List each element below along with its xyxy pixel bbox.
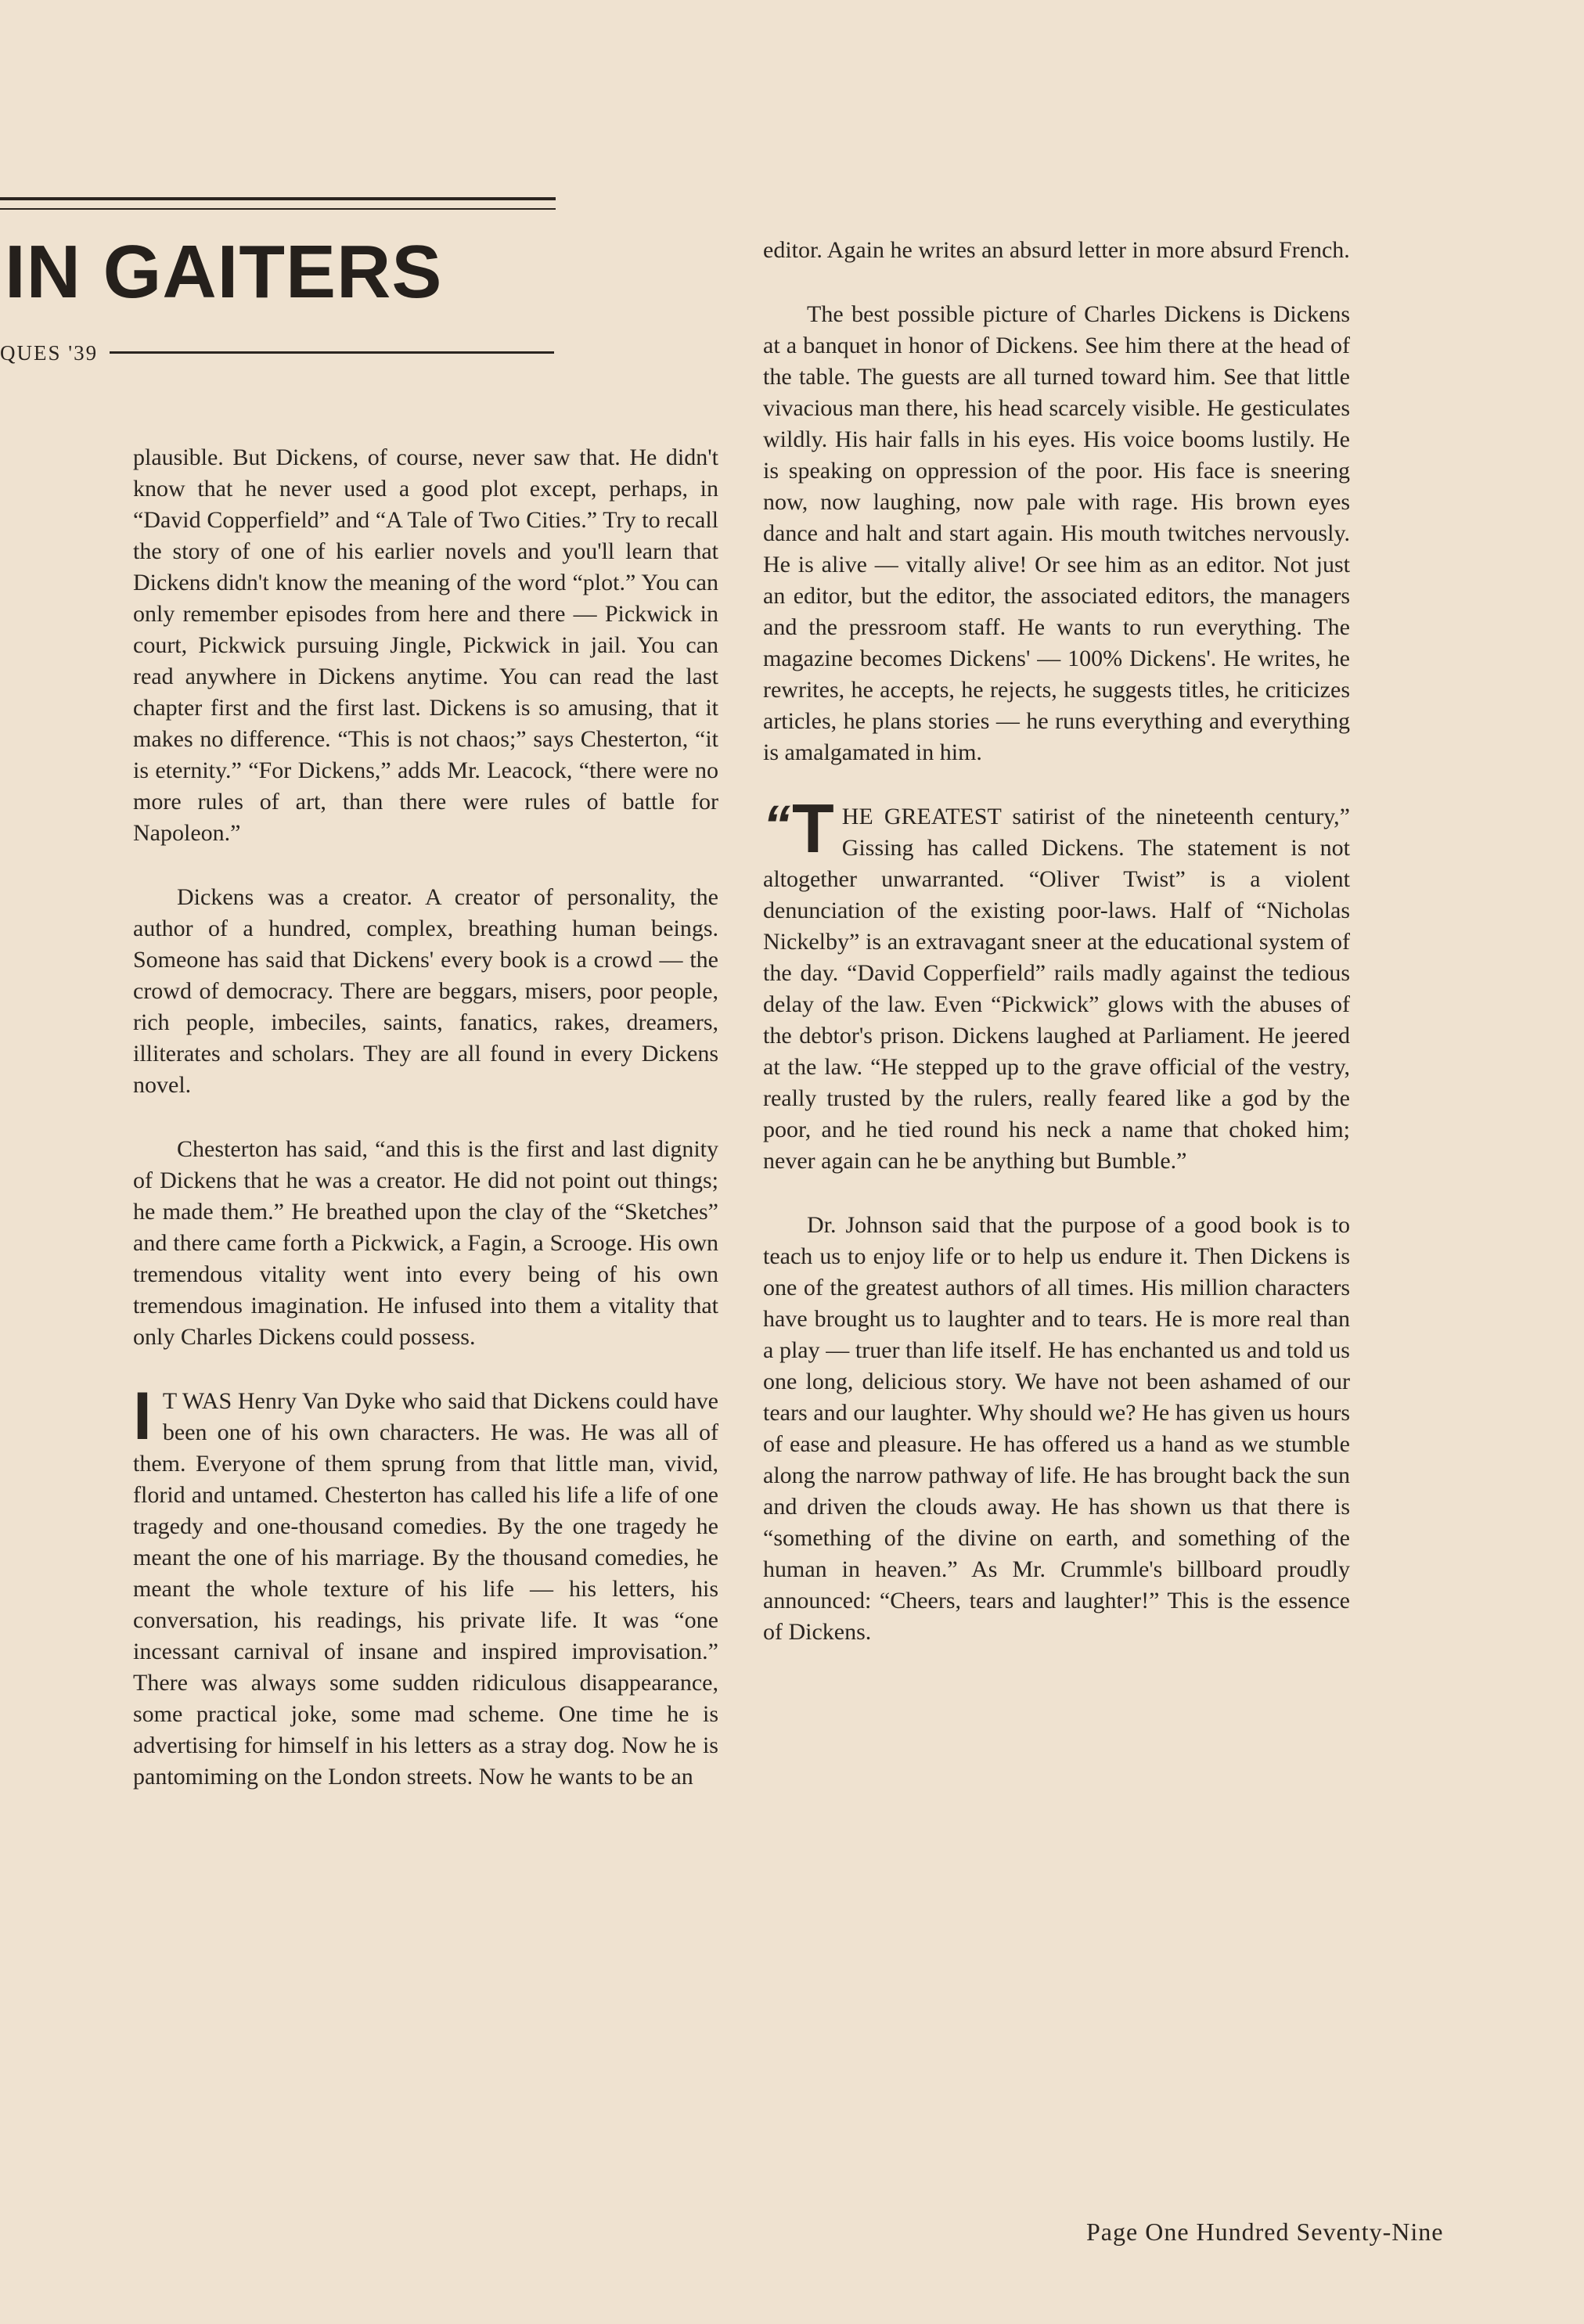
drop-cap: I (133, 1379, 152, 1454)
page-number: Page One Hundred Seventy-Nine (1086, 2218, 1444, 2246)
article-headline: IN GAITERS (5, 230, 443, 314)
paragraph: Dr. Johnson said that the purpose of a good book is to teach us to enjoy life or to help us endure it. Then Dickens is one of the greatest authors of all times. His million characters have brought us to laughter and to tears. He is more real than a play — truer than life itself. He has enchanted us and told us one long, delicious story. We have not been ashamed of our tears and our laughter. Why should we? He has given us hours of ease and pleasure. He has offered us a hand as we stumble along the narrow pathway of life. He has brought back the sun and driven the clouds away. He has shown us that there is “something of the divine on earth, and something of the human in heaven.” As Mr. Crummle's billboard proudly announced: “Cheers, tears and laughter!” This is the essence of Dickens. (763, 1212, 1350, 1645)
paragraph: plausible. But Dickens, of course, never saw that. He didn't know that he never used a good plot except, perhaps, in “David Copperfield” and “A Tale of Two Cities.” Try to recall the story of one of his earlier novels and you'll learn that Dickens didn't know the meaning of the word “plot.” You can only remember episodes from here and there — Pickwick in court, Pickwick pursuing Jingle, Pickwick in jail. You can read anywhere in Dickens anytime. You can read the last chapter first and the first last. Dickens is so amusing, that it makes no difference. “This is not chaos;” says Chesterton, “it is eternity.” “For Dickens,” adds Mr. Leacock, “there were no more rules of art, than there were rules of battle for Napoleon.” (133, 444, 718, 846)
header-rule-thin (0, 208, 556, 210)
dropcap-paragraph (763, 790, 1350, 1177)
left-column (133, 442, 718, 1793)
drop-quote: “ (763, 794, 790, 855)
paragraph: Chesterton has said, “and this is the first and last dignity of Dickens that he was a creator. He did not point out things; he made them.” He breathed upon the clay of the “Sketches” and there came forth a Pickwick, a Fagin, a Scrooge. His own tremendous vitality went into every being of his own tremendous imagination. He infused into them a vitality that only Charles Dickens could possess. (133, 1136, 718, 1350)
paragraph: editor. Again he writes an absurd letter in more absurd French. (763, 237, 1350, 263)
byline: QUES '39 (0, 341, 99, 365)
paragraph: Dickens was a creator. A creator of personality, the author of a hundred, complex, breathing human beings. Someone has said that Dickens' every book is a crowd — the crowd of democracy. There are beggars, misers, poor people, rich people, imbeciles, saints, fanatics, rakes, dreamers, illiterates and scholars. They are all found in every Dickens novel. (133, 884, 718, 1098)
dropcap-paragraph (133, 1379, 718, 1793)
paragraph-text: T WAS Henry Van Dyke who said that Dickens could have been one of his own characters. He was. He was all of them. Everyone of them sprung from that little man, vivid, florid and untamed. Chesterton has called his life a life of one tragedy and one-thousand comedies. By the one tragedy he meant the one of his marriage. By the thousand comedies, he meant the whole texture of his life — his letters, his conversation, his readings, his private life. It was “one incessant carnival of insane and inspired improvisation.” There was always some sudden ridiculous disappearance, some practical joke, some mad scheme. One time he is advertising for himself in his letters as a stray dog. Now he is pantomiming on the London streets. Now he wants to be an (133, 1388, 718, 1790)
byline-rule (110, 351, 554, 354)
right-column (763, 235, 1350, 1648)
drop-cap: T (792, 790, 834, 867)
paragraph: The best possible picture of Charles Dickens is Dickens at a banquet in honor of Dickens. See him there at the head of the table. The guests are all turned toward him. See that little vivacious man there, his head scarcely visible. He gesticulates wildly. His hair falls in his eyes. His voice booms lustily. He is speaking on oppression of the poor. His face is sneering now, now laughing, now pale with rage. His brown eyes dance and halt and start again. His mouth twitches nervously. He is alive — vitally alive! Or see him as an editor. Not just an editor, but the editor, the associated editors, the managers and the pressroom staff. He wants to run everything. The magazine becomes Dickens' — 100% Dickens'. He writes, he rewrites, he accepts, he rejects, he suggests titles, he criticizes articles, he plans stories — he runs everything and everything is amalgamated in him. (763, 301, 1350, 765)
paragraph-text: HE GREATEST satirist of the nineteenth century,” Gissing has called Dickens. The statement is not altogether unwarranted. “Oliver Twist” is a violent denunciation of the existing poor-laws. Half of “Nicholas Nickelby” is an extravagant sneer at the educational system of the day. “David Copperfield” rails madly against the tedious delay of the law. Even “Pickwick” glows with the abuses of the debtor's prison. Dickens laughed at Parliament. He jeered at the law. “He stepped up to the grave official of the vestry, really trusted by the rulers, really feared like a god by the poor, and he tied round his neck a name that choked him; never again can he be anything but Bumble.” (763, 804, 1350, 1174)
header-rule-thick (0, 197, 556, 200)
